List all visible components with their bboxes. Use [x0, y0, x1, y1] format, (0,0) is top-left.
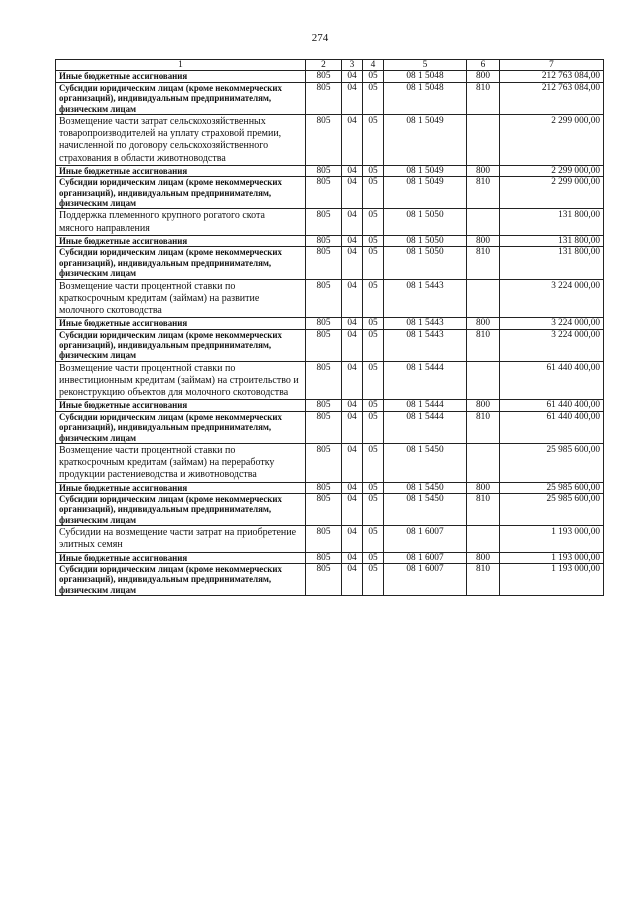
- row-expense-type: 810: [467, 247, 500, 279]
- row-name: Иные бюджетные ассигнования: [56, 165, 306, 176]
- row-target-article: 08 1 5443: [384, 279, 467, 318]
- table-row: [56, 526, 604, 552]
- row-amount: 3 224 000,00: [500, 318, 604, 329]
- row-amount: 131 800,00: [500, 209, 604, 235]
- row-section: 04: [342, 400, 363, 411]
- row-expense-type: 800: [467, 318, 500, 329]
- row-name: Субсидии юридическим лицам (кроме некоммерческих организаций), индивидуальным предпринимателям, физическим лицам: [56, 82, 306, 114]
- row-subsection: 05: [363, 526, 384, 552]
- row-target-article: 08 1 5450: [384, 482, 467, 493]
- row-gov: 805: [306, 329, 342, 361]
- row-amount: 212 763 084,00: [500, 82, 604, 114]
- row-section: 04: [342, 177, 363, 209]
- row-section: 04: [342, 209, 363, 235]
- row-expense-type: 800: [467, 165, 500, 176]
- row-expense-type: 810: [467, 177, 500, 209]
- row-expense-type: 810: [467, 329, 500, 361]
- row-gov: 805: [306, 165, 342, 176]
- row-section: 04: [342, 564, 363, 596]
- row-name: Субсидии юридическим лицам (кроме некоммерческих организаций), индивидуальным предпринимателям, физическим лицам: [56, 329, 306, 361]
- row-name: Субсидии юридическим лицам (кроме некоммерческих организаций), индивидуальным предпринимателям, физическим лицам: [56, 247, 306, 279]
- row-expense-type: [467, 279, 500, 318]
- row-gov: 805: [306, 247, 342, 279]
- row-target-article: 08 1 6007: [384, 564, 467, 596]
- table-row: [56, 400, 604, 411]
- row-target-article: 08 1 5050: [384, 209, 467, 235]
- row-name: Возмещение части процентной ставки по краткосрочным кредитам (займам) на переработку продукции растениеводства и животноводства: [56, 443, 306, 482]
- row-name: Возмещение части процентной ставки по краткосрочным кредитам (займам) на развитие молочного скотоводства: [56, 279, 306, 318]
- row-expense-type: 800: [467, 552, 500, 563]
- row-subsection: 05: [363, 361, 384, 400]
- table-row: [56, 115, 604, 166]
- table-row: [56, 177, 604, 209]
- row-name: Субсидии на возмещение части затрат на приобретение элитных семян: [56, 526, 306, 552]
- row-gov: 805: [306, 318, 342, 329]
- row-amount: 25 985 600,00: [500, 493, 604, 525]
- row-amount: 61 440 400,00: [500, 361, 604, 400]
- table-body: [56, 71, 604, 596]
- row-target-article: 08 1 5050: [384, 247, 467, 279]
- table-row: [56, 482, 604, 493]
- row-subsection: 05: [363, 82, 384, 114]
- row-expense-type: 800: [467, 235, 500, 246]
- row-section: 04: [342, 552, 363, 563]
- row-gov: 805: [306, 552, 342, 563]
- row-section: 04: [342, 279, 363, 318]
- row-subsection: 05: [363, 71, 384, 82]
- row-expense-type: [467, 443, 500, 482]
- table-row: [56, 71, 604, 82]
- row-subsection: 05: [363, 279, 384, 318]
- row-subsection: 05: [363, 115, 384, 166]
- page-number: 274: [311, 32, 329, 44]
- row-amount: 2 299 000,00: [500, 115, 604, 166]
- row-subsection: 05: [363, 443, 384, 482]
- row-amount: 2 299 000,00: [500, 177, 604, 209]
- header-col-1: 1: [56, 60, 306, 71]
- row-amount: 1 193 000,00: [500, 552, 604, 563]
- row-expense-type: [467, 361, 500, 400]
- row-target-article: 08 1 5049: [384, 165, 467, 176]
- row-expense-type: 810: [467, 82, 500, 114]
- header-col-3: 3: [342, 60, 363, 71]
- row-gov: 805: [306, 400, 342, 411]
- row-name: Иные бюджетные ассигнования: [56, 400, 306, 411]
- row-gov: 805: [306, 279, 342, 318]
- row-subsection: 05: [363, 411, 384, 443]
- row-gov: 805: [306, 482, 342, 493]
- row-section: 04: [342, 71, 363, 82]
- table-row: [56, 361, 604, 400]
- row-section: 04: [342, 443, 363, 482]
- row-section: 04: [342, 235, 363, 246]
- row-name: Субсидии юридическим лицам (кроме некоммерческих организаций), индивидуальным предпринимателям, физическим лицам: [56, 564, 306, 596]
- header-col-7: 7: [500, 60, 604, 71]
- table-row: [56, 235, 604, 246]
- row-target-article: 08 1 5444: [384, 400, 467, 411]
- row-gov: 805: [306, 71, 342, 82]
- header-col-4: 4: [363, 60, 384, 71]
- table-row: [56, 247, 604, 279]
- row-gov: 805: [306, 443, 342, 482]
- row-subsection: 05: [363, 165, 384, 176]
- row-section: 04: [342, 165, 363, 176]
- table-row: [56, 82, 604, 114]
- row-amount: 25 985 600,00: [500, 482, 604, 493]
- row-amount: 212 763 084,00: [500, 71, 604, 82]
- row-subsection: 05: [363, 209, 384, 235]
- table-row: [56, 209, 604, 235]
- row-subsection: 05: [363, 564, 384, 596]
- row-expense-type: 800: [467, 71, 500, 82]
- row-target-article: 08 1 5048: [384, 71, 467, 82]
- row-expense-type: 810: [467, 493, 500, 525]
- row-name: Возмещение части затрат сельскохозяйственных товаропроизводителей на уплату страховой премии, начисленной по договору сельскохозяйственного страхования в области животноводства: [56, 115, 306, 166]
- table-row: [56, 318, 604, 329]
- row-target-article: 08 1 5049: [384, 177, 467, 209]
- row-subsection: 05: [363, 400, 384, 411]
- row-amount: 131 800,00: [500, 235, 604, 246]
- row-subsection: 05: [363, 177, 384, 209]
- row-amount: 3 224 000,00: [500, 329, 604, 361]
- row-section: 04: [342, 526, 363, 552]
- row-subsection: 05: [363, 247, 384, 279]
- row-name: Субсидии юридическим лицам (кроме некоммерческих организаций), индивидуальным предпринимателям, физическим лицам: [56, 493, 306, 525]
- table-row: [56, 443, 604, 482]
- row-gov: 805: [306, 564, 342, 596]
- row-name: Возмещение части процентной ставки по инвестиционным кредитам (займам) на строительство и реконструкцию объектов для молочного скотоводства: [56, 361, 306, 400]
- row-section: 04: [342, 482, 363, 493]
- row-amount: 3 224 000,00: [500, 279, 604, 318]
- row-target-article: 08 1 5050: [384, 235, 467, 246]
- table-row: [56, 165, 604, 176]
- row-subsection: 05: [363, 552, 384, 563]
- row-gov: 805: [306, 82, 342, 114]
- row-section: 04: [342, 318, 363, 329]
- row-amount: 61 440 400,00: [500, 400, 604, 411]
- row-expense-type: 810: [467, 411, 500, 443]
- row-target-article: 08 1 6007: [384, 552, 467, 563]
- table-row: [56, 493, 604, 525]
- row-name: Поддержка племенного крупного рогатого скота мясного направления: [56, 209, 306, 235]
- table-header-row: [56, 60, 604, 71]
- row-expense-type: 800: [467, 482, 500, 493]
- row-section: 04: [342, 493, 363, 525]
- row-amount: 2 299 000,00: [500, 165, 604, 176]
- row-amount: 131 800,00: [500, 247, 604, 279]
- row-section: 04: [342, 82, 363, 114]
- table-row: [56, 279, 604, 318]
- row-subsection: 05: [363, 235, 384, 246]
- row-target-article: 08 1 5049: [384, 115, 467, 166]
- row-section: 04: [342, 329, 363, 361]
- table-row: [56, 552, 604, 563]
- row-name: Иные бюджетные ассигнования: [56, 482, 306, 493]
- row-gov: 805: [306, 177, 342, 209]
- row-target-article: 08 1 5443: [384, 318, 467, 329]
- row-target-article: 08 1 6007: [384, 526, 467, 552]
- header-col-6: 6: [467, 60, 500, 71]
- row-target-article: 08 1 5443: [384, 329, 467, 361]
- row-target-article: 08 1 5450: [384, 443, 467, 482]
- row-name: Иные бюджетные ассигнования: [56, 71, 306, 82]
- row-expense-type: 800: [467, 400, 500, 411]
- row-subsection: 05: [363, 318, 384, 329]
- row-gov: 805: [306, 209, 342, 235]
- header-col-2: 2: [306, 60, 342, 71]
- row-name: Субсидии юридическим лицам (кроме некоммерческих организаций), индивидуальным предпринимателям, физическим лицам: [56, 411, 306, 443]
- row-amount: 61 440 400,00: [500, 411, 604, 443]
- row-subsection: 05: [363, 482, 384, 493]
- row-name: Иные бюджетные ассигнования: [56, 318, 306, 329]
- row-gov: 805: [306, 115, 342, 166]
- row-section: 04: [342, 361, 363, 400]
- row-gov: 805: [306, 411, 342, 443]
- row-name: Субсидии юридическим лицам (кроме некоммерческих организаций), индивидуальным предпринимателям, физическим лицам: [56, 177, 306, 209]
- row-target-article: 08 1 5450: [384, 493, 467, 525]
- row-name: Иные бюджетные ассигнования: [56, 552, 306, 563]
- row-target-article: 08 1 5444: [384, 361, 467, 400]
- row-amount: 1 193 000,00: [500, 564, 604, 596]
- row-amount: 25 985 600,00: [500, 443, 604, 482]
- row-name: Иные бюджетные ассигнования: [56, 235, 306, 246]
- row-amount: 1 193 000,00: [500, 526, 604, 552]
- row-expense-type: [467, 115, 500, 166]
- row-target-article: 08 1 5444: [384, 411, 467, 443]
- row-section: 04: [342, 247, 363, 279]
- row-gov: 805: [306, 526, 342, 552]
- row-expense-type: [467, 526, 500, 552]
- row-expense-type: [467, 209, 500, 235]
- row-subsection: 05: [363, 493, 384, 525]
- row-expense-type: 810: [467, 564, 500, 596]
- row-subsection: 05: [363, 329, 384, 361]
- table-row: [56, 329, 604, 361]
- row-gov: 805: [306, 493, 342, 525]
- row-section: 04: [342, 115, 363, 166]
- row-gov: 805: [306, 361, 342, 400]
- row-gov: 805: [306, 235, 342, 246]
- budget-table: [55, 59, 604, 596]
- row-target-article: 08 1 5048: [384, 82, 467, 114]
- table-row: [56, 564, 604, 596]
- table-row: [56, 411, 604, 443]
- row-section: 04: [342, 411, 363, 443]
- header-col-5: 5: [384, 60, 467, 71]
